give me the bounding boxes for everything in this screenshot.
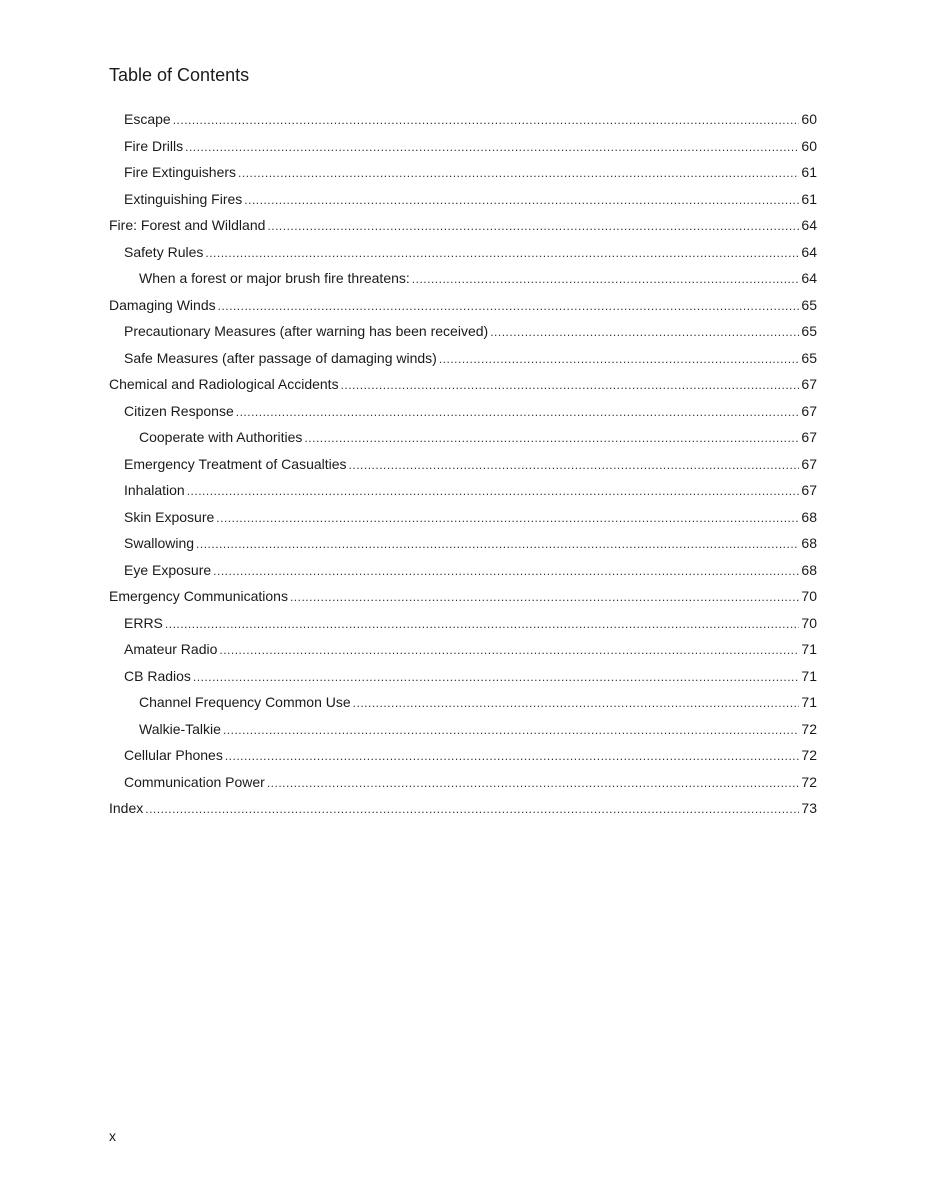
toc-entry-label: Emergency Communications [109, 588, 288, 604]
toc-entry[interactable] [109, 477, 817, 504]
toc-entry-page: 70 [801, 614, 817, 631]
toc-entry-page: 67 [801, 482, 817, 498]
toc-dot-leader [238, 160, 799, 186]
toc-entry-label: Chemical and Radiological Accidents [109, 376, 339, 392]
toc-entry-label: Cooperate with Authorities [139, 429, 303, 445]
toc-dot-leader [236, 399, 800, 425]
toc-entry-label: Damaging Winds [109, 296, 216, 313]
toc-entry-label: Swallowing [124, 535, 195, 551]
toc-entry-label: Fire Drills [124, 137, 184, 154]
toc-entry-page: 65 [801, 323, 817, 339]
toc-dot-leader [145, 796, 799, 822]
toc-dot-leader [349, 452, 800, 478]
toc-entry[interactable] [109, 557, 817, 584]
page-number: x [109, 1128, 116, 1144]
toc-entry[interactable] [109, 106, 817, 133]
toc-dot-leader [213, 558, 799, 584]
toc-entry-label: Emergency Treatment of Casualties [124, 455, 347, 472]
toc-entry-page: 61 [801, 164, 817, 180]
toc-entry-page: 67 [801, 402, 817, 419]
toc-dot-leader [490, 319, 799, 345]
toc-entry[interactable] [109, 769, 817, 796]
toc-entry[interactable] [109, 186, 817, 213]
toc-entry[interactable] [109, 636, 817, 663]
toc-entry-page: 72 [801, 747, 817, 763]
toc-entry[interactable] [109, 212, 817, 239]
toc-entry-page: 64 [801, 270, 817, 286]
toc-entry-page: 60 [801, 137, 817, 154]
toc-entry-page: 71 [801, 694, 817, 710]
toc-entry[interactable] [109, 716, 817, 743]
toc-entry-label: Fire Extinguishers [124, 164, 237, 180]
toc-entry-label: Safety Rules [124, 243, 204, 260]
toc-entry-page: 64 [801, 243, 817, 260]
page-title: Table of Contents [109, 65, 250, 85]
toc-entry[interactable] [109, 583, 817, 610]
toc-entry-label: Safe Measures (after passage of damaging winds) [124, 349, 437, 366]
toc-entry-label: Communication Power [124, 773, 265, 790]
toc-dot-leader [290, 584, 799, 610]
table-of-contents [109, 106, 817, 822]
toc-entry-label: Inhalation [124, 482, 185, 498]
toc-entry-label: Fire: Forest and Wildland [109, 217, 266, 233]
toc-dot-leader [225, 743, 800, 769]
toc-entry-label: Index [109, 800, 144, 816]
toc-dot-leader [223, 717, 799, 743]
toc-entry-page: 71 [801, 667, 817, 684]
toc-entry[interactable] [109, 504, 817, 531]
toc-dot-leader [353, 690, 800, 716]
toc-entry-label: ERRS [124, 614, 163, 631]
toc-entry-label: Walkie-Talkie [139, 720, 221, 737]
toc-entry-label: Channel Frequency Common Use [139, 694, 351, 710]
toc-dot-leader [193, 664, 800, 690]
toc-entry-page: 71 [801, 641, 817, 657]
toc-entry-page: 68 [801, 508, 817, 525]
toc-entry[interactable] [109, 663, 817, 690]
toc-entry[interactable] [109, 795, 817, 822]
toc-entry-label: Amateur Radio [124, 641, 218, 657]
toc-entry-page: 72 [801, 773, 817, 790]
toc-entry-label: CB Radios [124, 667, 191, 684]
toc-entry[interactable] [109, 689, 817, 716]
toc-entry[interactable] [109, 371, 817, 398]
toc-entry-page: 67 [801, 376, 817, 392]
toc-dot-leader [185, 134, 799, 160]
toc-entry-label: Cellular Phones [124, 747, 223, 763]
toc-entry-page: 65 [801, 349, 817, 366]
toc-entry[interactable] [109, 398, 817, 425]
toc-dot-leader [165, 611, 800, 637]
toc-entry-page: 70 [801, 588, 817, 604]
toc-entry-page: 60 [801, 111, 817, 127]
toc-entry[interactable] [109, 159, 817, 186]
toc-dot-leader [267, 770, 800, 796]
toc-entry-label: Citizen Response [124, 402, 234, 419]
toc-dot-leader [218, 293, 800, 319]
toc-entry[interactable] [109, 133, 817, 160]
toc-dot-leader [216, 505, 799, 531]
toc-entry-page: 68 [801, 561, 817, 578]
toc-entry-page: 72 [801, 720, 817, 737]
toc-dot-leader [267, 213, 799, 239]
toc-dot-leader [412, 266, 800, 292]
toc-dot-leader [205, 240, 799, 266]
toc-entry[interactable] [109, 451, 817, 478]
toc-entry[interactable] [109, 239, 817, 266]
toc-entry-label: Eye Exposure [124, 561, 212, 578]
toc-entry[interactable] [109, 265, 817, 292]
toc-dot-leader [304, 425, 799, 451]
toc-dot-leader [196, 531, 799, 557]
toc-entry[interactable] [109, 345, 817, 372]
toc-dot-leader [244, 187, 799, 213]
toc-entry-label: Skin Exposure [124, 508, 215, 525]
toc-entry[interactable] [109, 610, 817, 637]
toc-entry-page: 67 [801, 429, 817, 445]
toc-entry[interactable] [109, 424, 817, 451]
toc-entry[interactable] [109, 318, 817, 345]
toc-entry-page: 65 [801, 296, 817, 313]
toc-entry-label: Escape [124, 111, 171, 127]
toc-dot-leader [173, 107, 800, 133]
toc-entry-label: Extinguishing Fires [124, 190, 243, 207]
toc-entry-page: 64 [801, 217, 817, 233]
toc-dot-leader [439, 346, 800, 372]
toc-entry-label: Precautionary Measures (after warning has been received) [124, 323, 489, 339]
toc-entry-label: When a forest or major brush fire threatens: [139, 270, 410, 286]
toc-entry[interactable] [109, 292, 817, 319]
toc-entry-page: 67 [801, 455, 817, 472]
toc-dot-leader [341, 372, 800, 398]
toc-dot-leader [187, 478, 800, 504]
toc-entry[interactable] [109, 742, 817, 769]
toc-dot-leader [219, 637, 799, 663]
toc-entry[interactable] [109, 530, 817, 557]
toc-entry-page: 61 [801, 190, 817, 207]
toc-entry-page: 68 [801, 535, 817, 551]
toc-entry-page: 73 [801, 800, 817, 816]
